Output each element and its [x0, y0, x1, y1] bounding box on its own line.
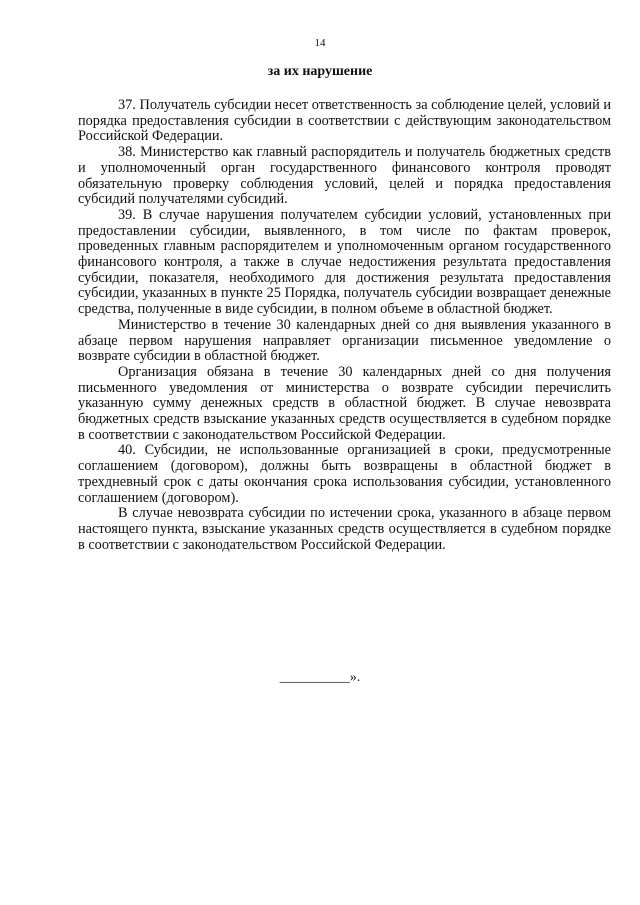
paragraph-40-nonreturn: В случае невозврата субсидии по истечении срока, указанного в абзаце первом настоящего пункта, взыскание указанных средств осуществляется в судебном порядке в соответствии с законодательством Российской Федерации.	[78, 505, 611, 553]
paragraph-39: 39. В случае нарушения получателем субсидии условий, установленных при предоставлении субсидии, выявленного, в том числе по фактам проверок, проведенных главным распорядителем и уполномоченным органом государственного финансового контроля, а также в случае недостижения результата предоставления субсидии, показателя, необходимого для достижения результата предоставления субсидии, указанных в пункте 25 Порядка, получатель субсидии возвращает денежные средства, полученные в виде субсидии, в полном объеме в областной бюджет.	[78, 206, 611, 318]
paragraph-39-notice: Министерство в течение 30 календарных дней со дня выявления указанного в абзаце первом нарушения направляет организации письменное уведомление о возврате субсидии в областной бюджет.	[78, 316, 611, 365]
document-end-mark: __________».	[279, 670, 361, 685]
paragraph-38: 38. Министерство как главный распорядитель и получатель бюджетных средств и уполномоченный орган государственного финансового контроля проводят обязательную проверку соблюдения условий, целей и порядка предоставления субсидий получателями субсидий.	[78, 144, 611, 208]
section-heading: за их нарушение	[267, 64, 373, 79]
paragraph-40: 40. Субсидии, не использованные организацией в сроки, предусмотренные соглашением (договором), должны быть возвращены в областной бюджет в трехдневный срок с даты окончания срока использования субсидии, установленного соглашением (договором).	[78, 442, 611, 506]
paragraph-37: 37. Получатель субсидии несет ответственность за соблюдение целей, условий и порядка предоставления субсидии в соответствии с действующим законодательством Российской Федерации.	[78, 97, 611, 145]
document-body	[78, 98, 611, 553]
page-number: 14	[314, 37, 326, 49]
paragraph-39-obligation: Организация обязана в течение 30 календарных дней со дня получения письменного уведомления от министерства о возврате субсидии перечислить указанную сумму денежных средств в областной бюджет. В случае невозврата бюджетных средств взыскание указанных средств осуществляется в судебном порядке в соответствии с законодательством Российской Федерации.	[78, 363, 611, 443]
